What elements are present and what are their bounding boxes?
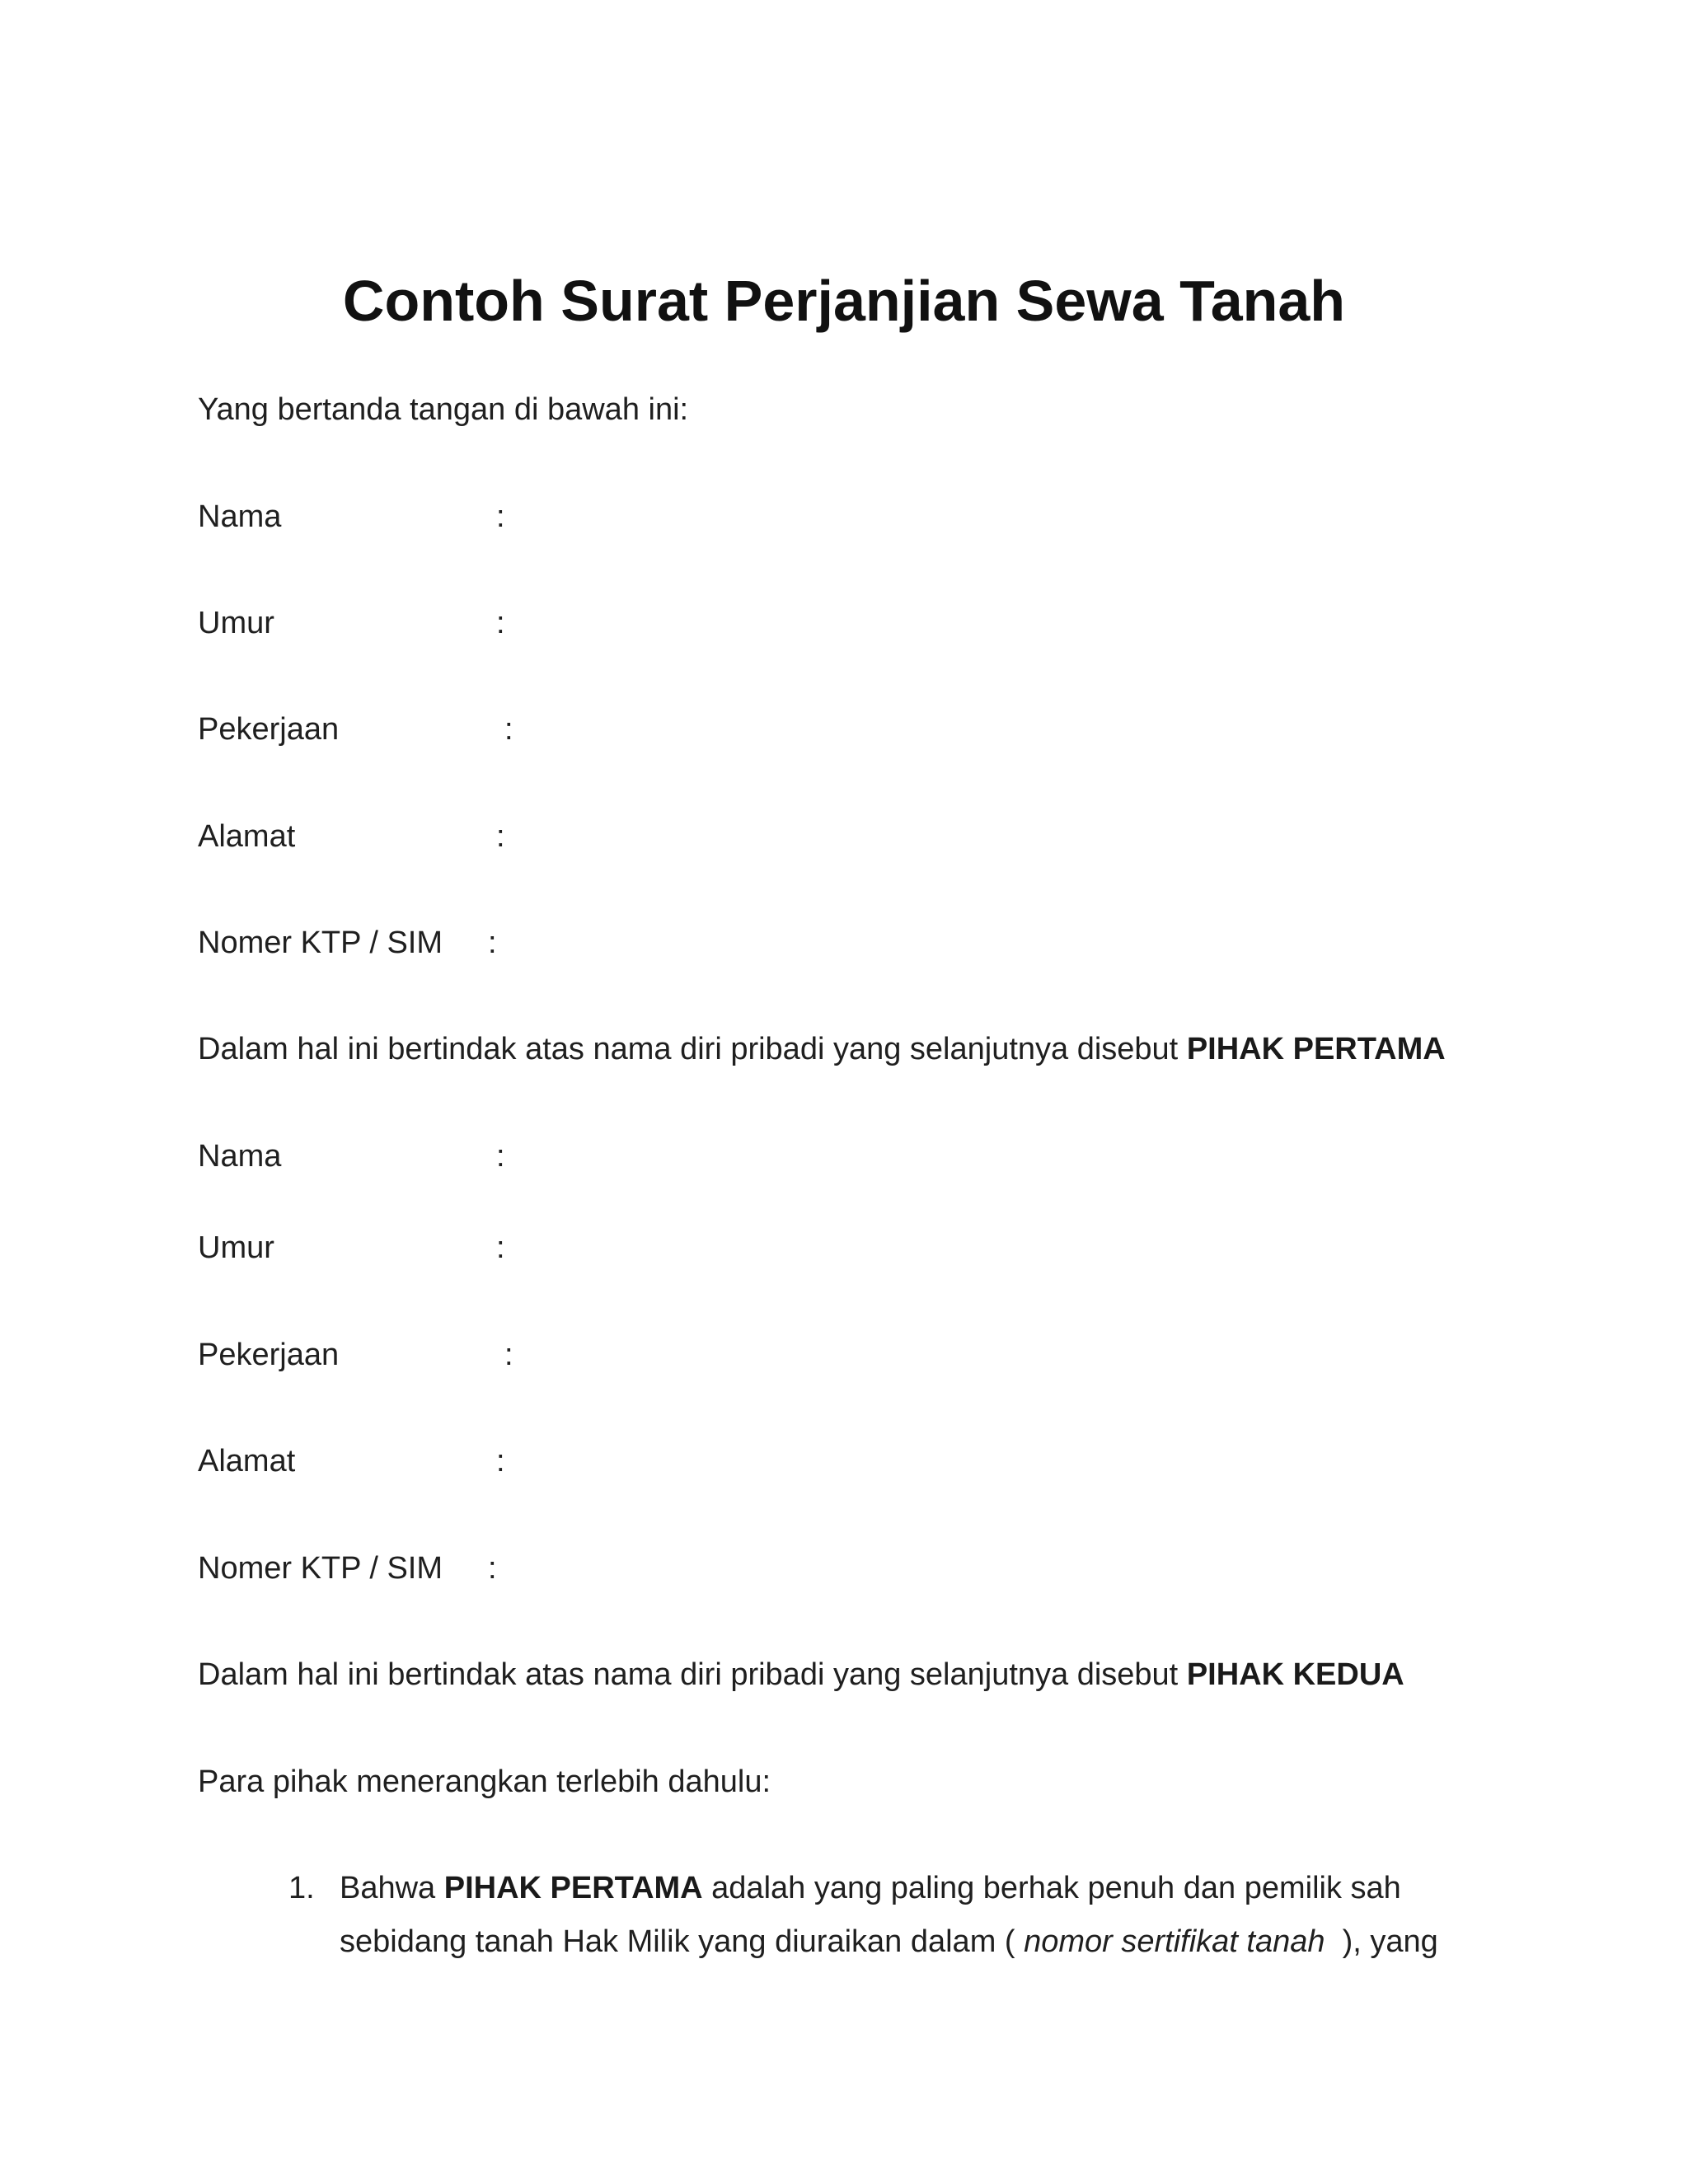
party1-field-id-colon: : [488, 926, 497, 960]
party1-field-id-label: Nomer KTP / SIM [198, 926, 443, 960]
preamble-text: Para pihak menerangkan terlebih dahulu: [198, 1765, 771, 1799]
party1-field-job-colon: : [504, 712, 513, 747]
party1-field-age-label: Umur [198, 606, 274, 640]
intro-text: Yang bertanda tangan di bawah ini: [198, 392, 689, 427]
document-title: Contoh Surat Perjanjian Sewa Tanah [342, 269, 1346, 333]
list-item-text: ), yang [1325, 1924, 1438, 1959]
list-item-italic: nomor sertifikat tanah [1024, 1924, 1325, 1959]
party2-field-name-colon: : [496, 1139, 505, 1174]
party2-statement [198, 1659, 1404, 1690]
list-item-line-2 [340, 1926, 1438, 1957]
party1-field-name-label: Nama [198, 499, 282, 534]
party1-designation: PIHAK PERTAMA [1186, 1032, 1446, 1066]
party2-field-job-label: Pekerjaan [198, 1338, 340, 1372]
party2-field-id-label: Nomer KTP / SIM [198, 1551, 443, 1586]
party2-field-age-label: Umur [198, 1230, 274, 1265]
list-item-text: Bahwa [340, 1871, 444, 1905]
list-item-text: adalah yang paling berhak penuh dan pemilik sah [702, 1871, 1401, 1905]
party1-field-age-colon: : [496, 606, 505, 640]
party1-field-address-colon: : [496, 819, 505, 854]
party2-field-address-colon: : [496, 1444, 505, 1479]
party1-statement-text: Dalam hal ini bertindak atas nama diri pribadi yang selanjutnya disebut [198, 1032, 1187, 1066]
party1-statement [198, 1033, 1446, 1065]
party2-field-address-label: Alamat [198, 1444, 296, 1479]
party1-field-job-label: Pekerjaan [198, 712, 340, 747]
list-item-line-1 [340, 1872, 1401, 1904]
party2-field-age-colon: : [496, 1230, 505, 1265]
list-item-number: 1. [288, 1871, 315, 1905]
party2-field-job-colon: : [504, 1338, 513, 1372]
party2-field-id-colon: : [488, 1551, 497, 1586]
party2-statement-text: Dalam hal ini bertindak atas nama diri pribadi yang selanjutnya disebut [198, 1657, 1187, 1692]
list-item-bold: PIHAK PERTAMA [443, 1871, 703, 1905]
party1-field-address-label: Alamat [198, 819, 296, 854]
party2-field-name-label: Nama [198, 1139, 282, 1174]
list-item-text: sebidang tanah Hak Milik yang diuraikan dalam ( [340, 1924, 1025, 1959]
party1-field-name-colon: : [496, 499, 505, 534]
party2-designation: PIHAK KEDUA [1186, 1657, 1404, 1692]
